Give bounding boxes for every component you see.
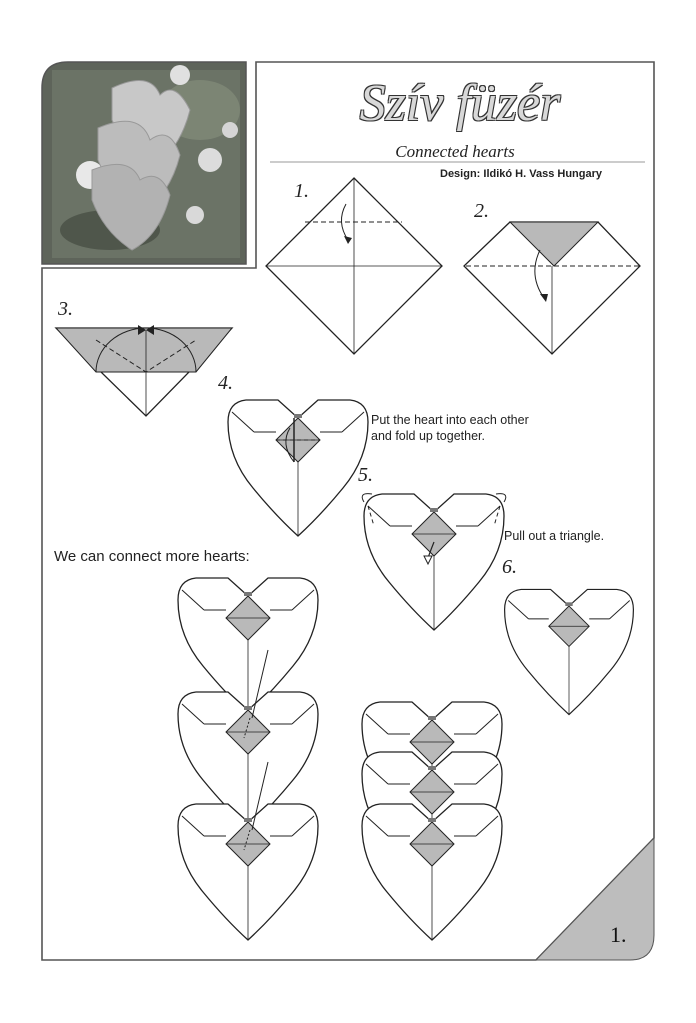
step-4-number: 4. [218, 372, 233, 394]
diagram-connect-stack-right [362, 702, 502, 940]
step-1-number: 1. [294, 180, 309, 202]
connect-hearts-label: We can connect more hearts: [54, 548, 250, 565]
step-4-note [371, 412, 529, 444]
design-credit: Design: Ildikó H. Vass Hungary [440, 168, 602, 180]
page-title: Szív füzér [359, 75, 561, 132]
page-subtitle: Connected hearts [395, 142, 515, 161]
step-4-note-line-1: Put the heart into each other [371, 413, 529, 427]
diagram-step-3 [56, 325, 232, 416]
diagram-step-5 [362, 494, 506, 630]
diagram-step-1 [266, 178, 442, 354]
step-6-number: 6. [502, 556, 517, 578]
step-5-number: 5. [358, 464, 373, 486]
step-5-note: Pull out a triangle. [504, 529, 605, 543]
diagram-step-6 [505, 589, 634, 714]
diagram-step-4 [228, 400, 368, 536]
step-2-number: 2. [474, 200, 489, 222]
diagram-connect-column-left [178, 578, 318, 940]
photo-origami-hearts [42, 62, 246, 264]
step-4-note-line-2: and fold up together. [371, 429, 485, 443]
page-number: 1. [610, 922, 627, 947]
step-3-number: 3. [58, 298, 73, 320]
page-corner [536, 838, 654, 960]
diagram-step-2 [464, 222, 640, 354]
